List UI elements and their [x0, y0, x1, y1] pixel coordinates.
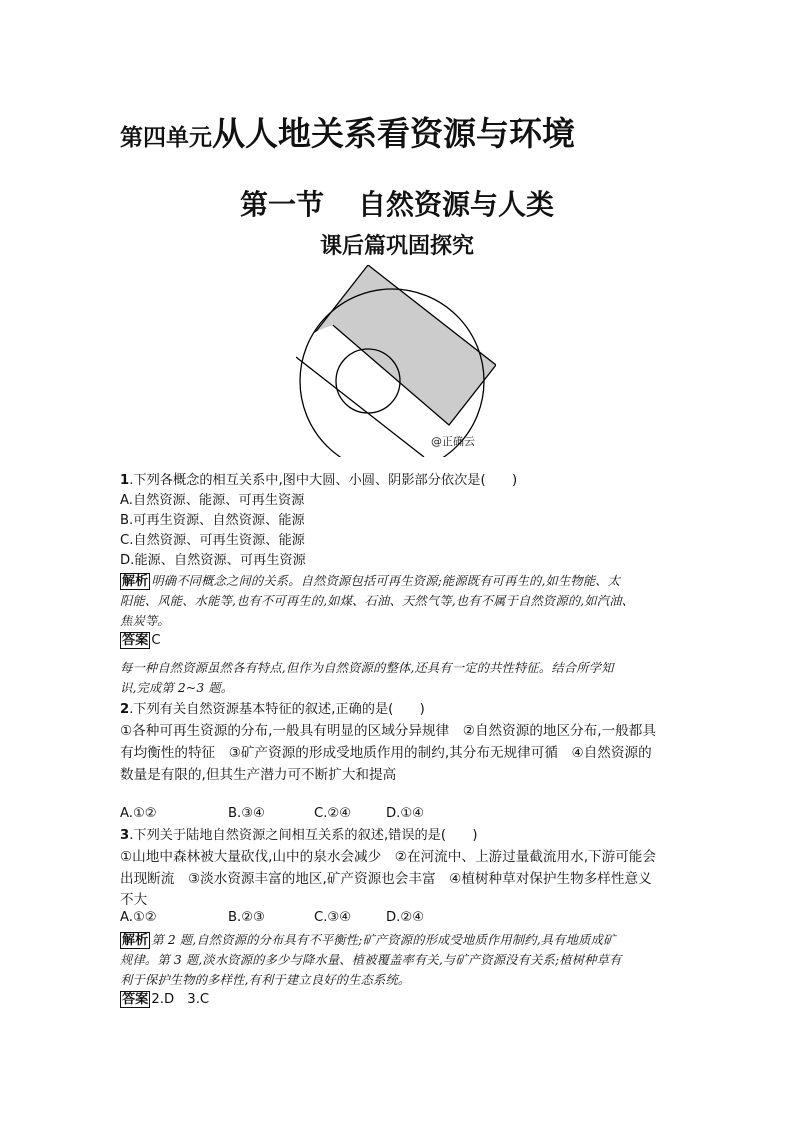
option-c: C.③④: [314, 910, 352, 925]
statement-line: 数量是有限的,但其生产潜力可不断扩大和提高: [120, 767, 397, 783]
explanation-line: 焦炭等。: [120, 614, 170, 628]
section-title: [0, 183, 794, 223]
statement-line: 不大: [120, 892, 148, 908]
q2-options: [120, 804, 676, 824]
option-d: D.②④: [386, 910, 424, 925]
stem-text: .下列关于陆地自然资源之间相互关系的叙述,错误的是( ): [129, 828, 478, 843]
question-1: [120, 471, 676, 651]
option-a: A.①②: [120, 910, 157, 925]
stem-text: .下列有关自然资源基本特征的叙述,正确的是( ): [129, 702, 425, 717]
option-d: D.能源、自然资源、可再生资源: [120, 553, 306, 568]
answer-value: C: [151, 633, 161, 648]
statement-line: 有均衡性的特征 ③矿产资源的形成受地质作用的制约,其分布无规律可循 ④自然资源的: [120, 745, 652, 761]
question-number: 2: [120, 702, 130, 717]
statement-line: 出现断流 ③淡水资源丰富的地区,矿产资源也会丰富 ④植树种草对保护生物多样性意义: [120, 871, 652, 887]
question-stem: [120, 471, 676, 491]
intro-line: 每一种自然资源虽然各有特点,但作为自然资源的整体,还具有一定的共性特征。结合所学知: [120, 661, 614, 675]
sub-title: 课后篇巩固探究: [319, 234, 474, 259]
section-number: 第一节: [239, 188, 324, 221]
question-number: 3: [120, 828, 130, 843]
explanation-label: 解析: [122, 574, 149, 589]
option-c: C.自然资源、可再生资源、能源: [120, 533, 305, 548]
option-b: B.可再生资源、自然资源、能源: [120, 513, 305, 528]
explanation-line: 利于保护生物的多样性,有利于建立良好的生态系统。: [120, 973, 411, 987]
unit-prefix: 第四单元: [120, 125, 212, 151]
option-b: B.③④: [228, 806, 265, 821]
q3-options: [120, 908, 676, 928]
group-intro: [120, 658, 676, 698]
question-3: [120, 826, 676, 910]
stem-text: .下列各概念的相互关系中,图中大圆、小圆、阴影部分依次是( ): [129, 473, 518, 488]
explanation-line: 解析 第 2 题,自然资源的分布具有不平衡性;矿产资源的形成受地质作用制约,具有地质成矿: [122, 933, 616, 948]
question-stem: [120, 700, 676, 720]
unit-title: [120, 108, 575, 155]
option-d: D.①④: [386, 806, 424, 821]
explanation-line: 规律。第 3 题,淡水资源的多少与降水量、植被覆盖率有关,与矿产资源没有关系;植树种草有: [120, 953, 622, 967]
unit-name: 从人地关系看资源与环境: [212, 114, 575, 153]
option-a: A.自然资源、能源、可再生资源: [120, 493, 305, 508]
explanation-label: 解析: [122, 933, 149, 948]
intro-line: 识,完成第 2~3 题。: [120, 681, 234, 695]
question-stem: [120, 826, 676, 846]
option-c: C.②④: [314, 806, 352, 821]
statement-line: ①山地中森林被大量砍伐,山中的泉水会减少 ②在河流中、上游过量截流用水,下游可能会: [120, 849, 656, 865]
q23-explanation: [120, 930, 676, 1010]
concept-diagram: [296, 265, 496, 457]
answer-label: 答案: [122, 633, 149, 648]
answer-line: [120, 990, 676, 1010]
section-name: 自然资源与人类: [358, 188, 555, 221]
question-2: [120, 700, 676, 786]
explanation-line: 阳能、风能、水能等,也有不可再生的,如煤、石油、天然气等,也有不属于自然资源的,如汽油、: [120, 594, 635, 608]
answer-label: 答案: [122, 992, 149, 1007]
option-a: A.①②: [120, 806, 157, 821]
option-b: B.②③: [228, 910, 265, 925]
statement-line: ①各种可再生资源的分布,一般具有明显的区域分异规律 ②自然资源的地区分布,一般都具: [120, 723, 656, 739]
answer-value: 2.D 3.C: [151, 992, 210, 1007]
question-number: 1: [120, 473, 130, 488]
answer-line: [120, 631, 676, 651]
diagram-watermark: @正确云: [431, 435, 475, 448]
explanation-line: 解析 明确不同概念之间的关系。自然资源包括可再生资源;能源既有可再生的,如生物能、太: [122, 574, 621, 589]
